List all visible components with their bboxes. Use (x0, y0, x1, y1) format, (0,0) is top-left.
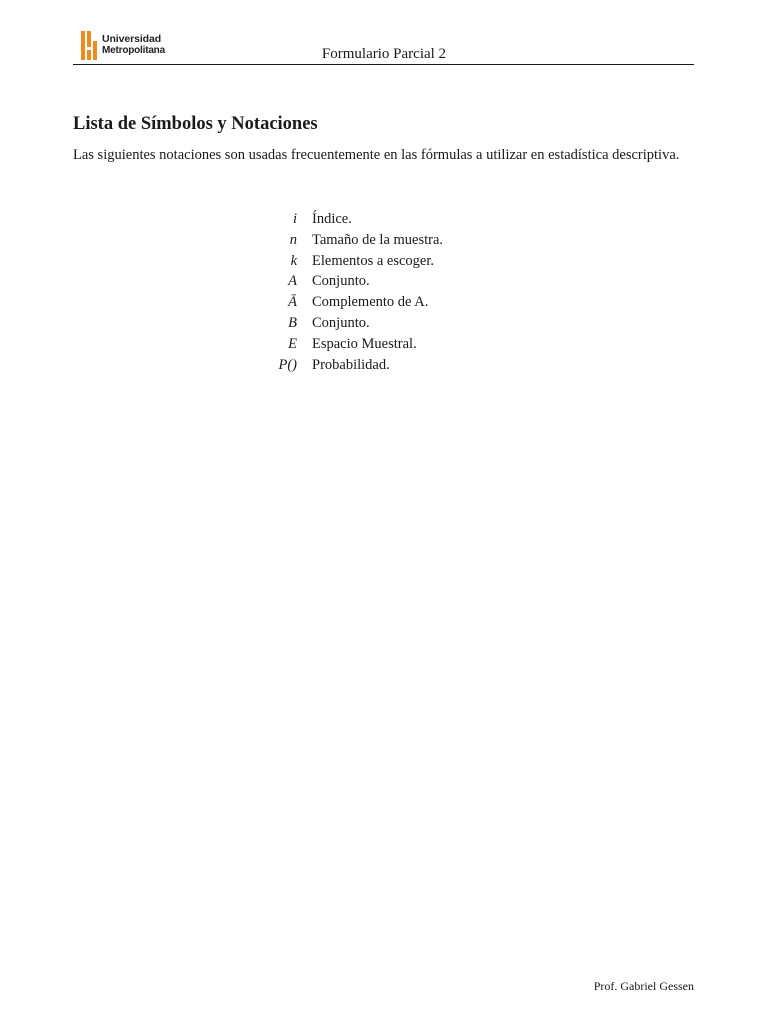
notation-row (240, 271, 443, 292)
notation-description: Conjunto. (312, 273, 370, 290)
notation-description: Probabilidad. (312, 356, 390, 373)
notation-list (240, 209, 443, 375)
footer-author: Prof. Gabriel Gessen (593, 979, 694, 993)
notation-symbol: i (292, 211, 297, 227)
notation-symbol: P() (278, 356, 297, 373)
notation-description: Índice. (312, 211, 352, 227)
notation-symbol: A (288, 273, 297, 290)
notation-description: Complemento de A. (312, 294, 429, 311)
running-title (0, 45, 768, 63)
notation-row (240, 313, 443, 334)
logo-line-1: Universidad (102, 33, 162, 46)
notation-row (240, 230, 443, 251)
notation-symbol: k (290, 252, 297, 269)
notation-symbol: E (288, 335, 297, 352)
notation-description: Conjunto. (312, 314, 370, 331)
notation-row (240, 209, 443, 230)
notation-symbol: n (289, 231, 297, 248)
intro-paragraph: Las siguientes notaciones son usadas frecuentemente en las fórmulas a utilizar en estadística descriptiva. (73, 147, 680, 163)
notation-symbol: Ā (288, 294, 297, 311)
notation-description: Elementos a escoger. (312, 252, 434, 269)
notation-description: Tamaño de la muestra. (312, 231, 444, 248)
header-rule (73, 64, 694, 65)
section-title: Lista de Símbolos y Notaciones (73, 114, 318, 134)
notation-row (240, 355, 443, 376)
notation-row (240, 251, 443, 272)
logo-line-2: Metropolitana (102, 44, 165, 56)
running-title-text: Formulario Parcial 2 (321, 46, 447, 62)
notation-symbol: B (288, 314, 297, 331)
notation-description: Espacio Muestral. (312, 335, 417, 352)
notation-row (240, 292, 443, 313)
notation-row (240, 334, 443, 355)
